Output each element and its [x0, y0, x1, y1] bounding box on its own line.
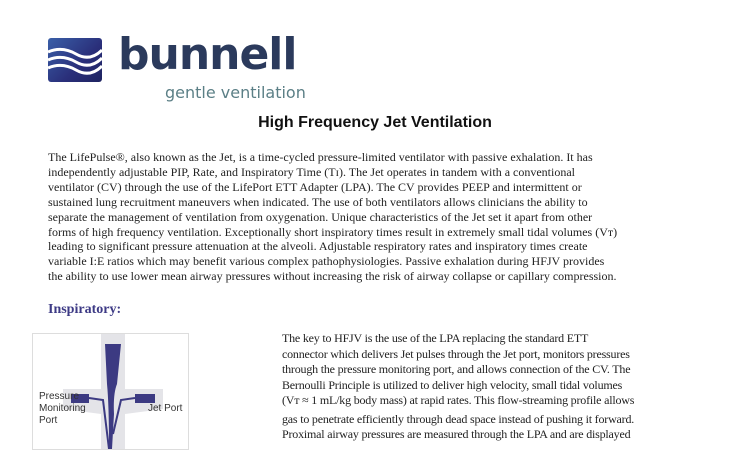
text-line: The LifePulse®, also known as the Jet, is a time-cycled pressure-limited ventilator with passive exhalation. It has — [48, 150, 593, 164]
text-line: the ability to use lower mean airway pressures without increasing the risk of airway collapse or capillary compression. — [48, 269, 617, 284]
label-line: Monitoring — [39, 403, 86, 414]
text-line: ventilator (CV) through the use of the LifePort ETT Adapter (LPA). The CV provides PEEP and intermittent or — [48, 179, 582, 194]
brand-tagline: gentle ventilation — [165, 83, 306, 102]
lpa-diagram — [32, 333, 189, 450]
pressure-port-label — [39, 391, 86, 427]
text-line: The key to HFJV is the use of the LPA replacing the standard ETT — [282, 331, 589, 345]
text-line: gas to penetrate efficiently through dead space instead of pushing it forward. — [282, 411, 635, 426]
section-heading: Inspiratory: — [48, 302, 122, 317]
text-line: variable I:E ratios which may benefit various complex pathophysiologies. Passive exhalation during HFJV provides — [48, 254, 605, 269]
text-line: through the pressure monitoring port, and allows connection of the CV. The — [282, 362, 631, 376]
text-line: Proximal airway pressures are measured through the LPA and are displayed — [282, 427, 631, 441]
inspiratory-paragraph — [282, 331, 634, 443]
text-line: connector which delivers Jet pulses through the Jet port, monitors pressures — [282, 346, 630, 361]
page-title: High Frequency Jet Ventilation — [258, 114, 492, 131]
text-line: forms of high frequency ventilation. Exceptionally short inspiratory times result in extremely small tidal volumes (Vᴛ) — [48, 224, 618, 239]
label-line: Port — [39, 415, 58, 426]
intro-paragraph — [48, 150, 728, 284]
brand-name: bunnell — [118, 29, 297, 80]
text-line: leading to significant pressure attenuation at the alveoli. Adjustable respiratory rates and inspiratory times create — [48, 239, 588, 254]
waves-logo-icon — [48, 38, 102, 82]
text-line: (Vᴛ ≈ 1 mL/kg body mass) at rapid rates. This flow-streaming profile allows — [282, 393, 635, 407]
text-line: sustained lung recruitment maneuvers when indicated. The use of both ventilators allows clinicians the ability to — [48, 194, 588, 209]
text-line: Bernoulli Principle is utilized to deliver high velocity, small tidal volumes — [282, 377, 623, 392]
text-line: independently adjustable PIP, Rate, and Inspiratory Time (Tɪ). The Jet operates in tandem with a conventional — [48, 164, 575, 179]
jet-port-label: Jet Port — [148, 403, 183, 414]
label-line: Pressure — [39, 391, 80, 402]
text-line: separate the management of ventilation from oxygenation. Unique characteristics of the Jet set it apart from other — [48, 209, 593, 224]
